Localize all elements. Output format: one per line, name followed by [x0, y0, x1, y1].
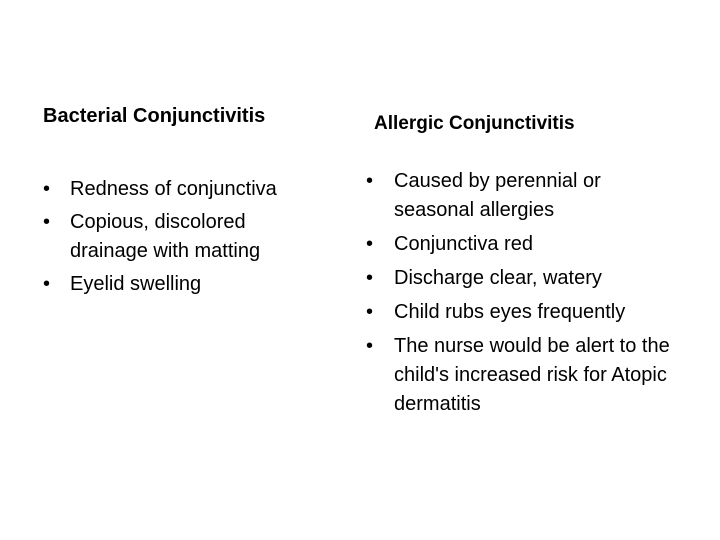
list-item	[366, 230, 686, 259]
list-item	[366, 264, 686, 293]
allergic-list	[366, 167, 686, 424]
bullet-icon: •	[43, 211, 51, 233]
bullet-icon: •	[366, 335, 374, 357]
bacterial-heading: Bacterial Conjunctivitis	[43, 105, 266, 127]
bullet-icon: •	[366, 233, 374, 255]
bullet-icon: •	[366, 170, 374, 192]
list-item-text: Eyelid swelling	[70, 273, 202, 295]
bullet-icon: •	[366, 301, 374, 323]
list-item	[366, 332, 686, 419]
list-item	[366, 298, 686, 327]
bacterial-list	[43, 175, 313, 303]
list-item-text: Redness of conjunctiva	[70, 178, 277, 200]
bullet-icon: •	[366, 267, 374, 289]
bullet-icon: •	[43, 273, 51, 295]
list-item-text: Discharge clear, watery	[394, 267, 602, 289]
list-item	[366, 167, 686, 225]
list-item-text: Caused by perennial or seasonal allergies	[394, 170, 601, 221]
list-item-text: Copious, discolored drainage with matting	[70, 211, 261, 262]
list-item	[43, 208, 313, 266]
bullet-icon: •	[43, 178, 51, 200]
allergic-heading: Allergic Conjunctivitis	[374, 113, 575, 134]
list-item-text: The nurse would be alert to the child's increased risk for Atopic dermatitis	[394, 335, 670, 415]
list-item	[43, 270, 313, 299]
list-item-text: Child rubs eyes frequently	[394, 301, 626, 323]
list-item	[43, 175, 313, 204]
list-item-text: Conjunctiva red	[394, 233, 533, 255]
